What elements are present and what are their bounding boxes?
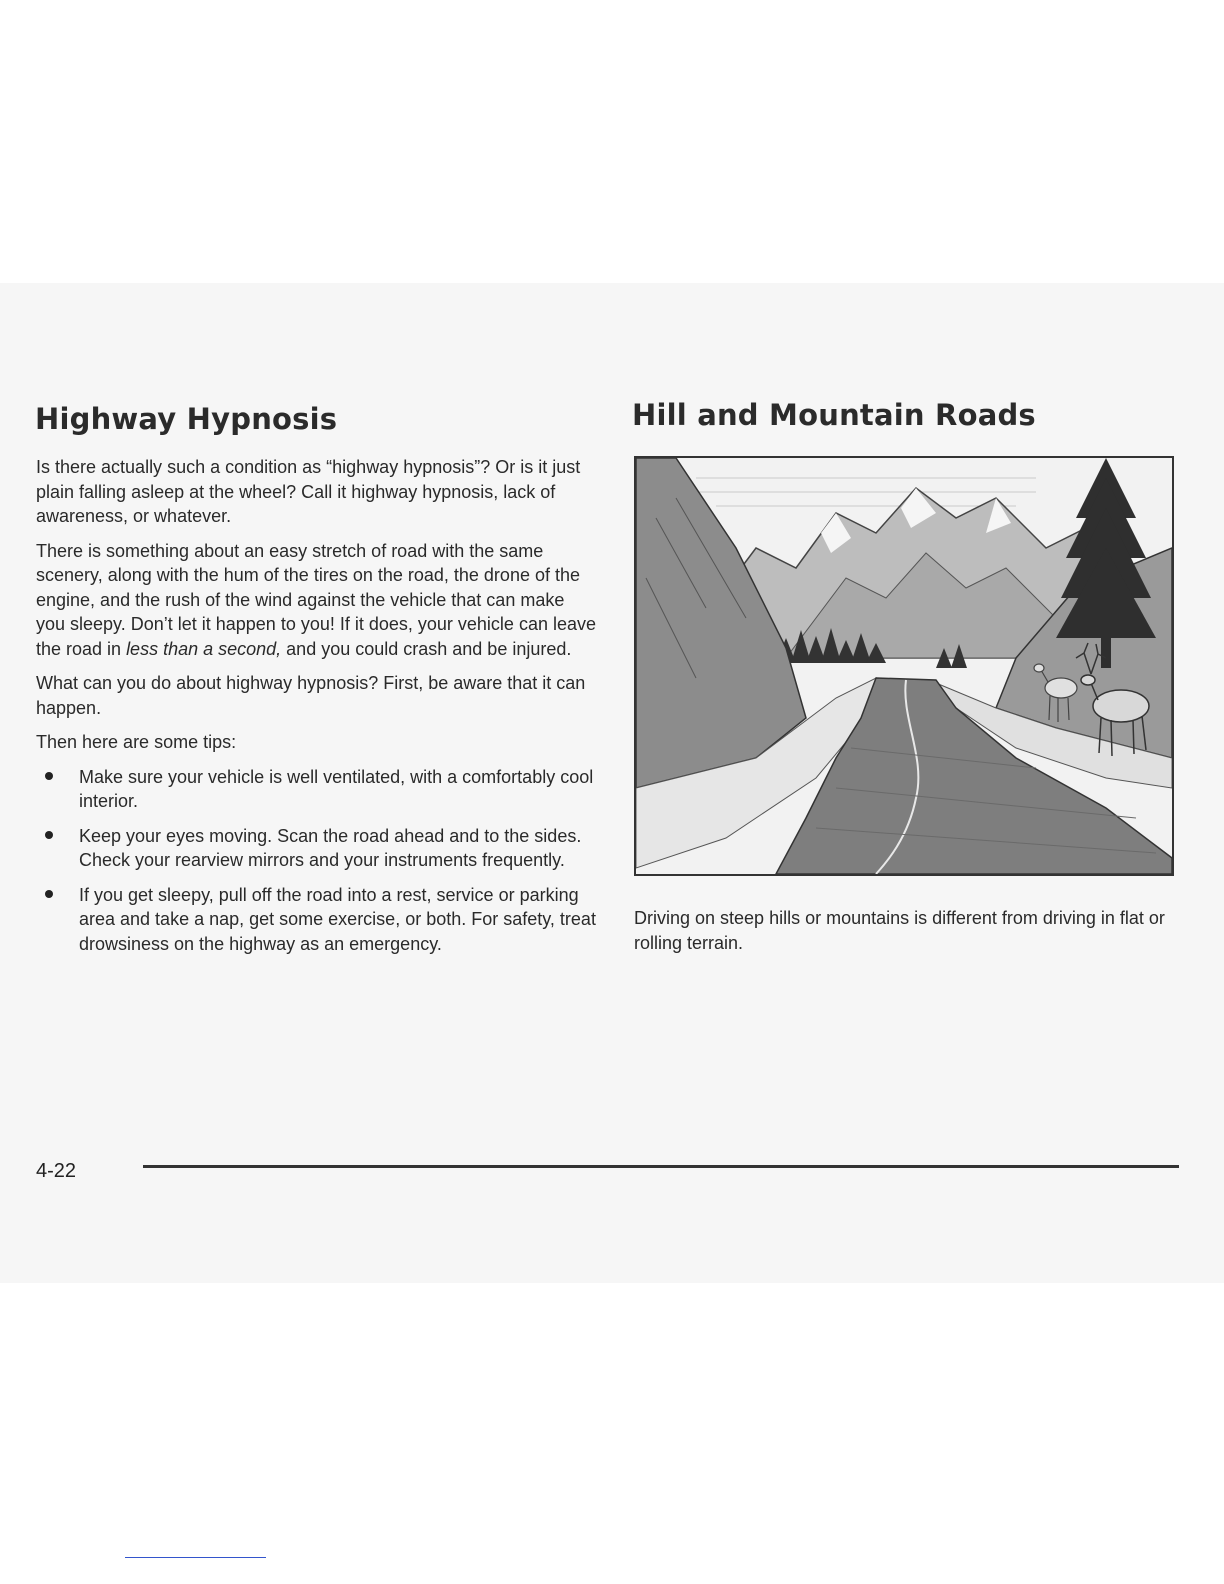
bullet-icon: [45, 831, 53, 839]
section-title-highway-hypnosis: Highway Hypnosis: [35, 402, 338, 436]
section-title-hill-mountain-roads: Hill and Mountain Roads: [632, 398, 1036, 432]
emphasis-less-than-a-second: less than a second,: [126, 638, 282, 659]
tip-item: Keep your eyes moving. Scan the road ahead and to the sides. Check your rearview mirrors and your instruments frequently.: [36, 824, 596, 873]
mountain-road-illustration: [634, 456, 1174, 876]
page-number: 4-22: [36, 1160, 77, 1182]
tip-item: If you get sleepy, pull off the road into a rest, service or parking area and take a nap, get some exercise, or both. For safety, treat drowsiness on the highway as an emergency.: [36, 883, 596, 957]
bullet-icon: [45, 772, 53, 780]
footer-rule: [143, 1165, 1179, 1168]
tips-list: [36, 765, 596, 957]
paragraph-scenery: There is something about an easy stretch of road with the same scenery, along with the hum of the tires on the road, the drone of the engine, and the rush of the wind against the vehicle that can make you sleepy. Don’t let it happen to you! If it does, your vehicle can leave the road in less than a second, and you could crash and be injured.: [36, 540, 596, 659]
illustration-caption: Driving on steep hills or mountains is different from driving in flat or rolling terrain.: [634, 908, 1165, 953]
paragraph-tips-intro: Then here are some tips:: [36, 732, 237, 752]
highway-hypnosis-body: [36, 455, 596, 966]
bullet-icon: [45, 890, 53, 898]
paragraph-what-can-you-do: What can you do about highway hypnosis? First, be aware that it can happen.: [36, 673, 586, 718]
tip-item: Make sure your vehicle is well ventilated, with a comfortably cool interior.: [36, 765, 596, 814]
link-underline: [125, 1557, 266, 1558]
paragraph-intro: Is there actually such a condition as “highway hypnosis”? Or is it just plain falling asleep at the wheel? Call it highway hypnosis, lack of awareness, or whatever.: [36, 457, 581, 526]
